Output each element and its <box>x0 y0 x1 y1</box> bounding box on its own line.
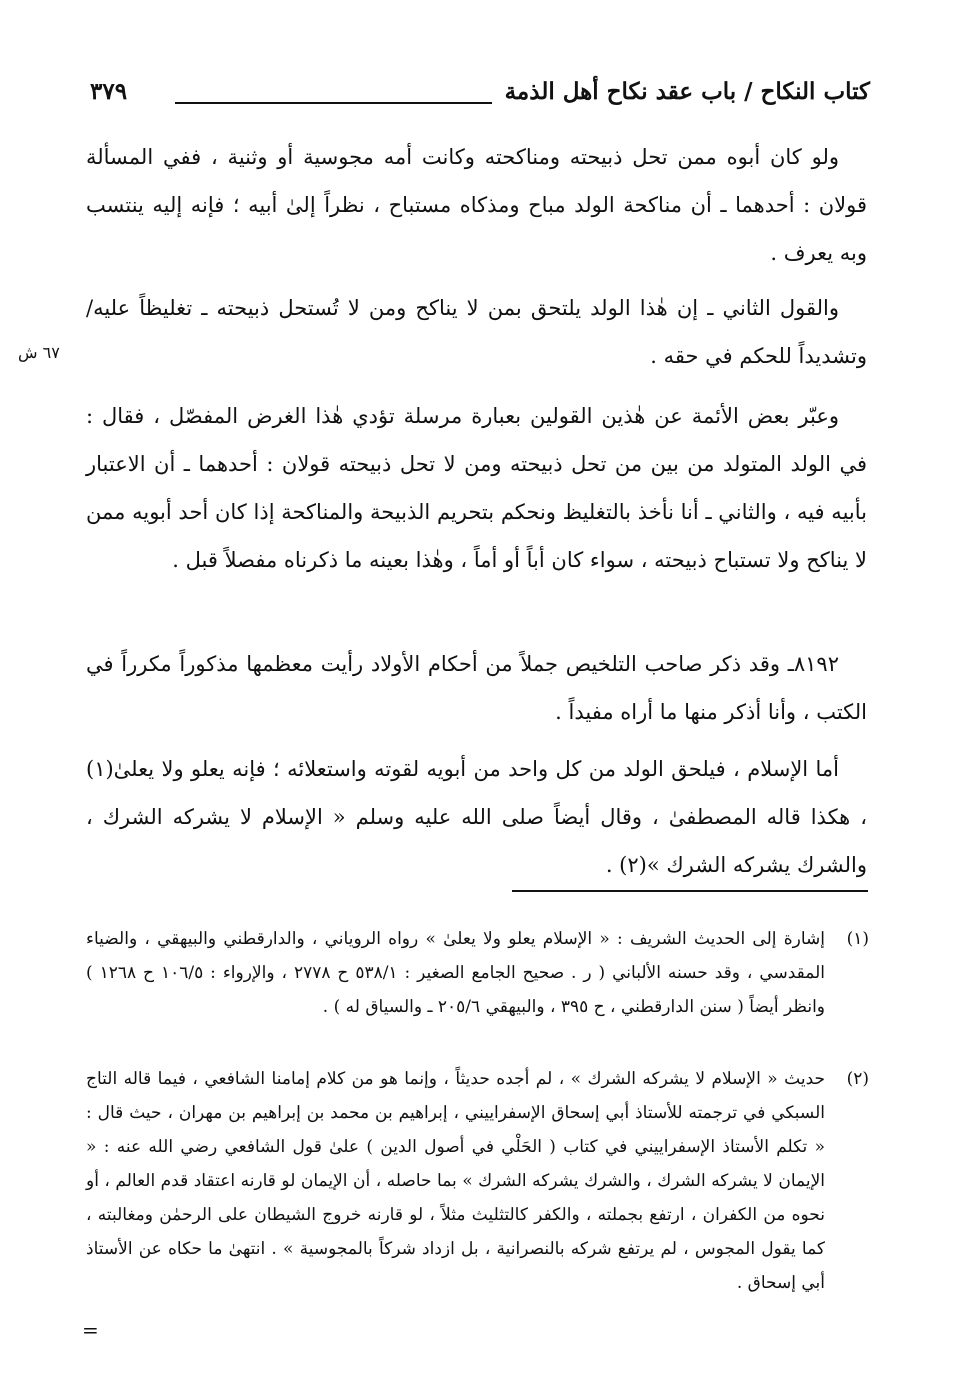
header-rule <box>175 102 492 104</box>
footnote-1 <box>86 922 867 1024</box>
paragraph-4: ٨١٩٢ـ وقد ذكر صاحب التلخيص جملاً من أحكام الأولاد رأيت معظمها مذكوراً مكرراً في الكتب ، وأنا أذكر منها ما أراه مفيداً . <box>86 652 867 724</box>
footnote-text: إشارة إلى الحديث الشريف : « الإسلام يعلو ولا يعلىٰ » رواه الروياني ، والدارقطني والبيهقي ، والضياء المقدسي ، وقد حسنه الألباني ( ر . صحيح الجامع الصغير : ٥٣٨/١ ح ٢٧٧٨ ، والإرواء : ١٠٦/٥ ح ١٢٦٨ ) وانظر أيضاً ( سنن الدارقطني ، ح ٣٩٥ ، والبيهقي ٢٠٥/٦ ـ والسياق له ) . <box>86 929 825 1017</box>
footnote-text: حديث « الإسلام لا يشركه الشرك » ، لم أجده حديثاً ، وإنما هو من كلام إمامنا الشافعي ، فيما قاله التاج السبكي في ترجمته للأستاذ أبي إسحاق الإسفراييني ، إبراهيم بن محمد بن إبراهيم بن مهران ، حيث قال : « تكلم الأستاذ الإسفراييني في كتاب ( الحَلْي في أصول الدين ) علىٰ قول الشافعي رضي الله عنه : « الإيمان لا يشركه الشرك ، والشرك يشركه الشرك » بما حاصله ، أن الإيمان لو قارنه اعتقاد قدم العالم ، أو نحوه من الكفران ، ارتفع بجملته ، والكفر كالتثليث مثلاً ، لو قارنه خروج الشيطان على الرحمٰن ومغالبته ، كما يقول المجوس ، لم يرتفع شركه بالنصرانية ، بل ازداد شركاً بالمجوسية » . انتهىٰ ما حكاه عن الأستاذ أبي إسحاق . <box>86 1069 826 1293</box>
footnote-number: (٢) <box>846 1069 869 1089</box>
page-number: ٣٧٩ <box>90 78 128 105</box>
paragraph-3: وعبّر بعض الأئمة عن هٰذين القولين بعبارة مرسلة تؤدي هٰذا الغرض المفصّل ، فقال : في الولد المتولد من بين من تحل ذبيحته ومن لا تحل ذبيحته قولان : أحدهما ـ أن الاعتبار بأبيه فيه ، والثاني ـ أنا نأخذ بالتغليظ ونحكم بتحريم الذبيحة والمناكحة إذا كان أحد أبويه ممن لا يناكح ولا تستباح ذبيحته ، سواء كان أباً أو أماً ، وهٰذا بعينه ما ذكرناه مفصلاً قبل . <box>86 404 867 572</box>
footnote-separator <box>512 890 868 892</box>
paragraph-1: ولو كان أبوه ممن تحل ذبيحته ومناكحته وكانت أمه مجوسية أو وثنية ، ففي المسألة قولان : أحدهما ـ أن مناكحة الولد مباح ومذكاه مستباح ، نظراً إلىٰ أبيه ؛ فإنه إليه ينتسب وبه يعرف . <box>86 145 867 265</box>
header-title: كتاب النكاح / باب عقد نكاح أهل الذمة <box>504 78 870 105</box>
paragraph-2: والقول الثاني ـ إن هٰذا الولد يلتحق بمن لا يناكح ومن لا تُستحل ذبيحته ـ تغليظاً عليه/ وتشديداً للحكم في حقه . <box>86 296 867 368</box>
margin-note: ٦٧ ش <box>18 343 60 362</box>
footnote-number: (١) <box>846 929 869 949</box>
paragraph-5: أما الإسلام ، فيلحق الولد من كل واحد من أبويه لقوته واستعلائه ؛ فإنه يعلو ولا يعلىٰ(١) ، هكذا قاله المصطفىٰ ، وقال أيضاً صلى الله عليه وسلم « الإسلام لا يشركه الشرك ، والشرك يشركه الشرك »(٢) . <box>86 757 867 877</box>
footnote-2 <box>86 1062 867 1300</box>
running-header <box>80 78 870 118</box>
signature-mark: = <box>82 1318 99 1342</box>
